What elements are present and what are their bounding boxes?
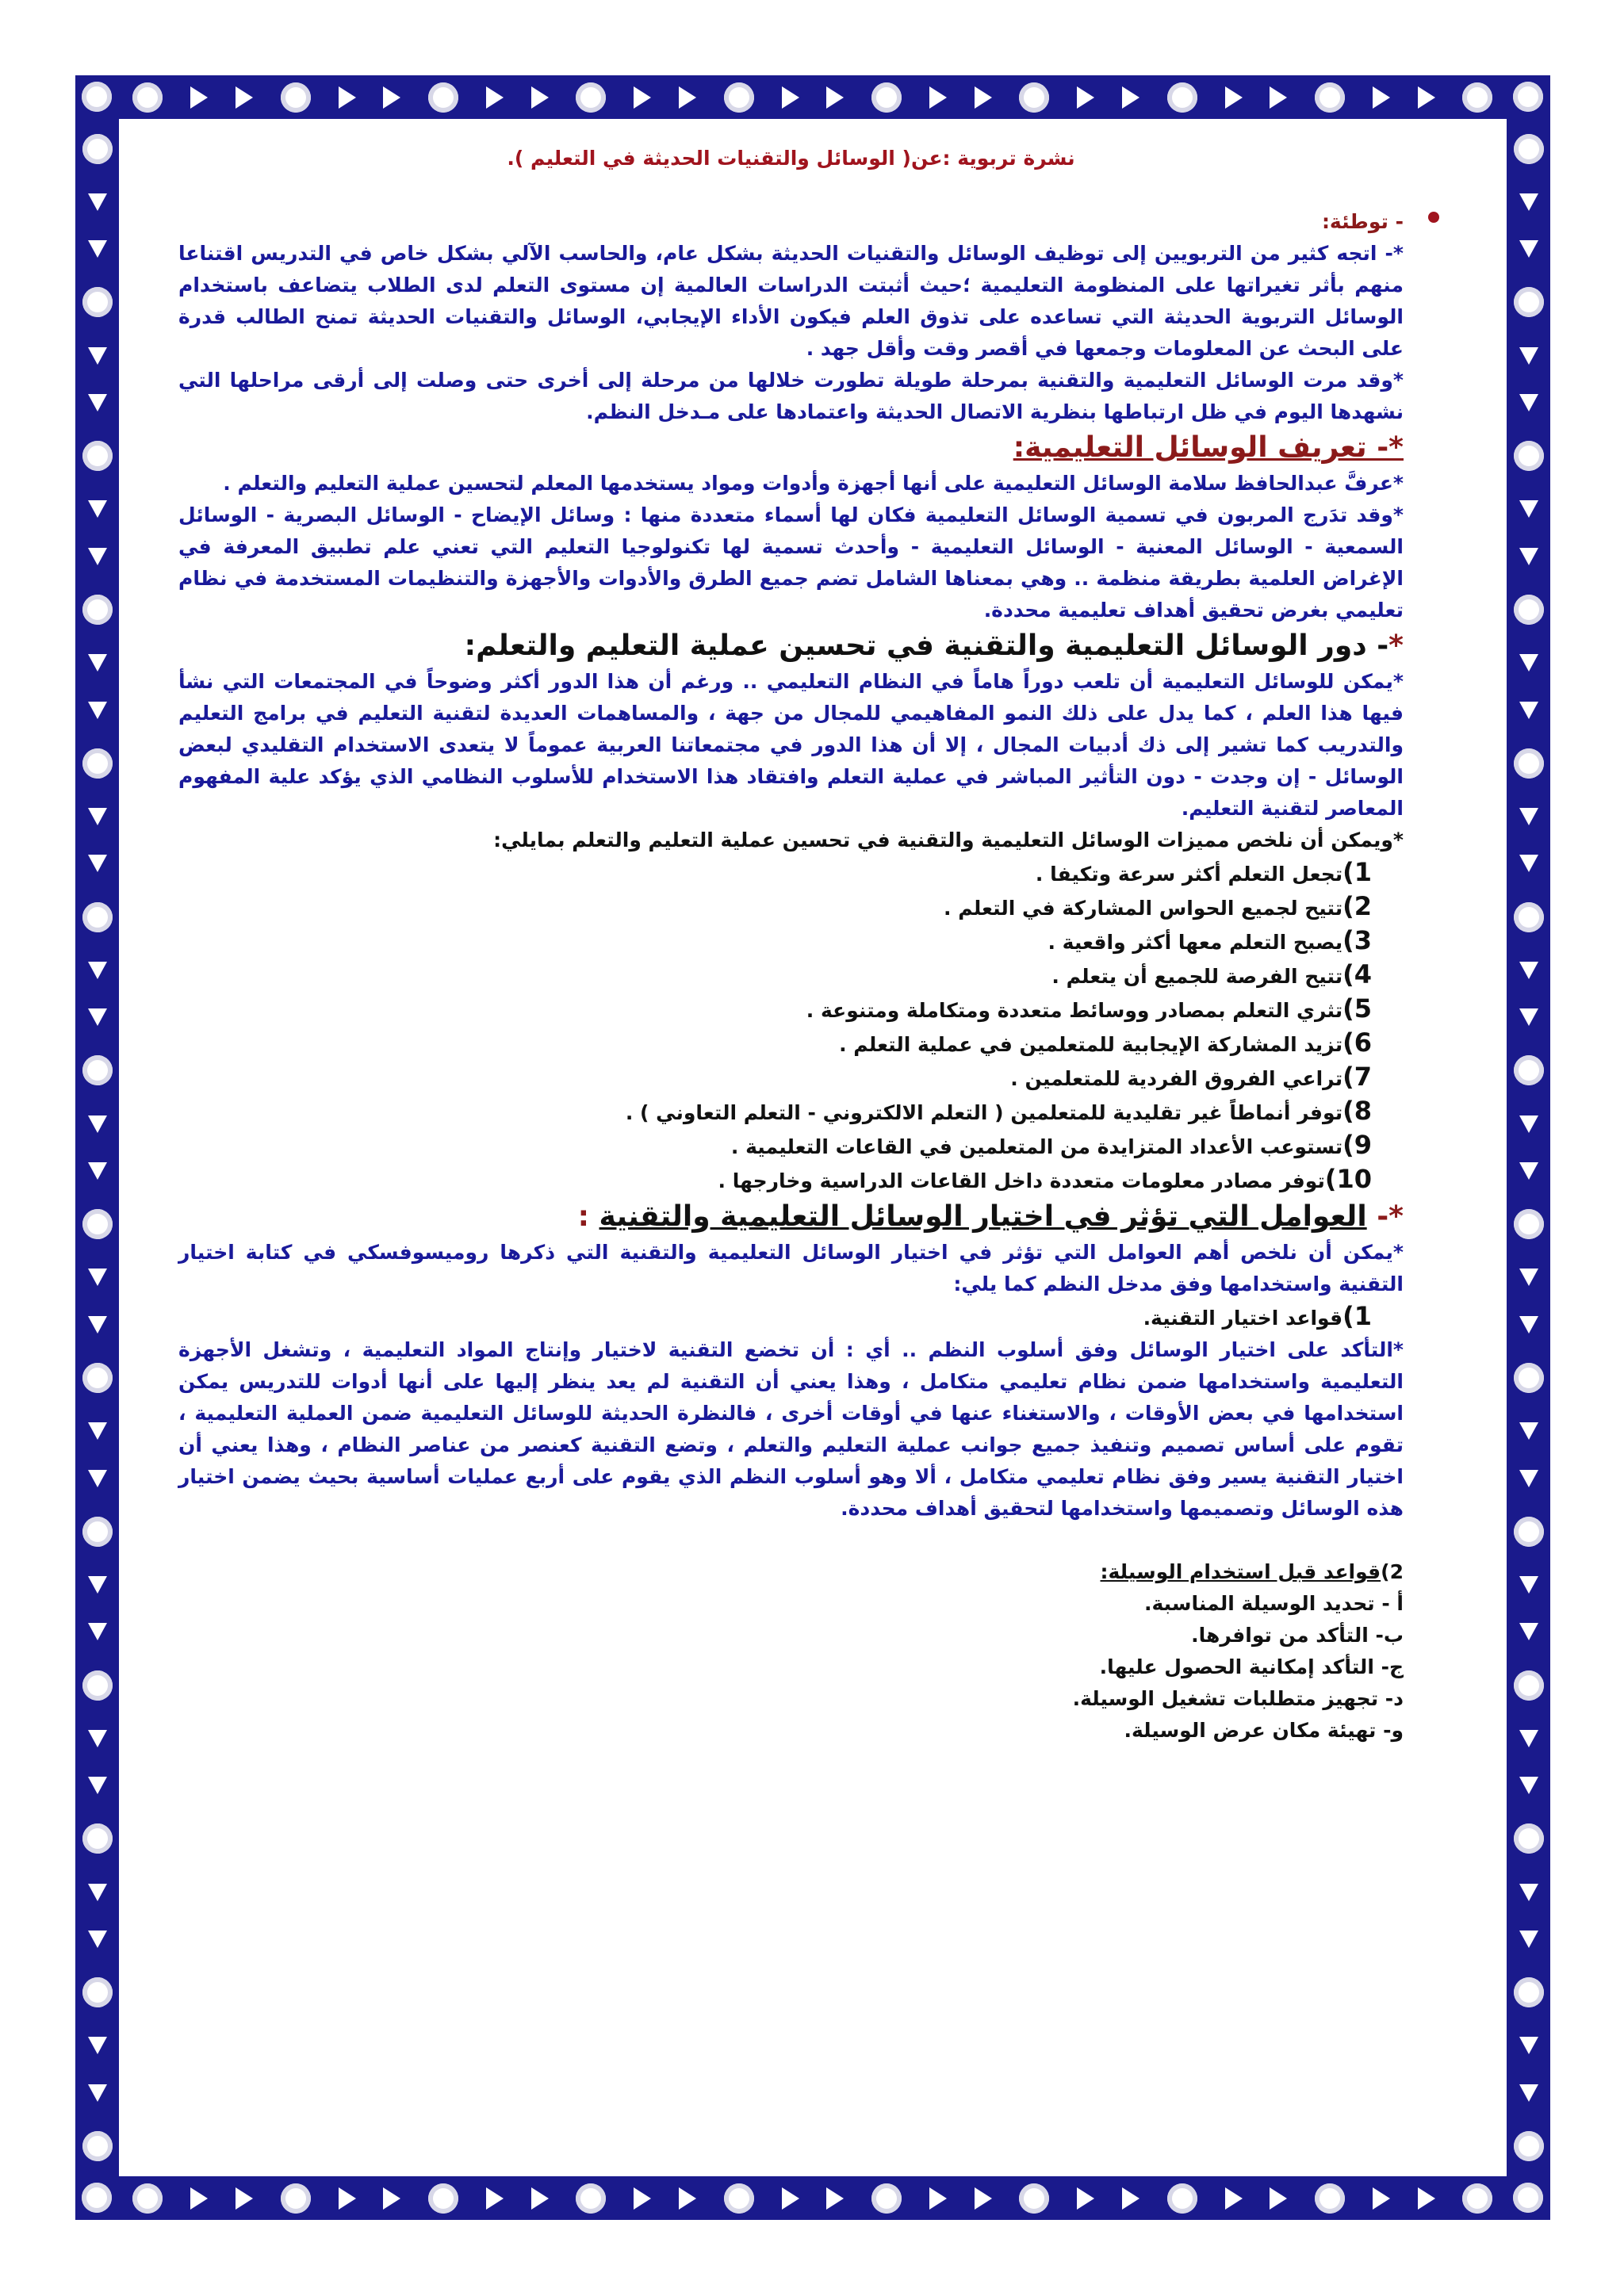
border-arrow-icon xyxy=(88,1777,107,1794)
advantages-list xyxy=(178,856,1404,1197)
rule1-number: 1) xyxy=(1342,1301,1372,1331)
border-flower-icon xyxy=(1514,1670,1544,1701)
border-arrow-icon xyxy=(1122,86,1139,109)
border-arrow-icon xyxy=(1077,2187,1094,2210)
role-heading-star: * xyxy=(1388,629,1404,662)
corner-flower-icon xyxy=(75,2176,119,2220)
role-paragraph-2: *ويمكن أن نلخص مميزات الوسائل التعليمية والتقنية في تحسين عملية التعليم والتعلم بمايلي: xyxy=(493,828,1404,851)
spacer xyxy=(178,1525,1404,1556)
border-arrow-icon xyxy=(88,500,107,518)
border-arrow-icon xyxy=(88,1576,107,1594)
list-item-number: 9) xyxy=(1342,1130,1372,1160)
border-arrow-icon xyxy=(679,86,696,109)
border-arrow-icon xyxy=(1519,2084,1538,2102)
border-arrow-icon xyxy=(531,86,549,109)
border-arrow-icon xyxy=(88,1115,107,1133)
definition-paragraph-2: *وقد تدَرج المربون في تسمية الوسائل التعليمية فكان لها أسماء متعددة منها : وسائل الإيضاح - الوسائل البصرية - الوسائل السمعية - الوسائل المعنية - الوسائل التعليمية - وأحدث تسمية لها تكنولوجيا التعليم التي تعني علم تطبيق المعرفة في الإغراض العلمية بطريقة منظمة .. وهي بمعناها الشامل تضم جميع الطرق والأدوات والأجهزة والتنظيمات المستخدمة في نظام تعليمي بغرض تحقيق أهداف تعليمية محددة. xyxy=(178,503,1404,622)
border-arrow-icon xyxy=(88,654,107,672)
list-item-text: تزيد المشاركة الإيجابية للمتعلمين في عملية التعلم . xyxy=(839,1033,1343,1056)
border-arrow-icon xyxy=(1519,500,1538,518)
border-arrow-icon xyxy=(975,86,992,109)
border-arrow-icon xyxy=(88,1623,107,1640)
border-flower-icon xyxy=(1019,82,1049,113)
border-flower-icon xyxy=(1019,2183,1049,2214)
border-arrow-icon xyxy=(88,1884,107,1901)
role-heading-text: - دور الوسائل التعليمية والتقنية في تحسين عملية التعليم والتعلم: xyxy=(464,629,1389,662)
page-title: نشرة تربوية :عن( الوسائل والتقنيات الحديثة في التعليم ). xyxy=(507,147,1075,170)
border-flower-icon xyxy=(1167,82,1197,113)
intro-heading: - توطئة: xyxy=(1321,210,1404,233)
rule2-list-item: د- تجهيز متطلبات تشغيل الوسيلة. xyxy=(1072,1687,1404,1710)
border-arrow-icon xyxy=(1519,654,1538,672)
list-item-text: تتيح الفرصة للجميع أن يتعلم . xyxy=(1051,965,1343,988)
list-item xyxy=(178,856,1372,890)
rule1-paragraph: *التأكد على اختيار الوسائل وفق أسلوب النظم .. أي : أن تخضع التقنية لاختيار وإنتاج المواد التعليمية ، وتشغل الأجهزة التعليمية واستخدامها ضمن نظام تعليمي متكامل ، وهذا يعني أن التقنية لم يعد ينظر إليها على أنها أدوات للتدريس يمكن استخدامها في بعض الأوقات ، والاستغناء عنها في أوقات أخرى ، فالنظرة الحديثة للوسائل التعليمية ضمن العملية التعليمية ، تقوم على أساس تصميم وتنفيذ جميع جوانب عملية التعليم والتعلم ، وتضع التقنية كعنصر من عناصر النظام ، وهذا يعني أن اختيار التقنية يسير وفق نظام تعليمي متكامل ، ألا وهو أسلوب النظم الذي يقوم على أربع عمليات أساسية بحيث يضمن اختيار هذه الوسائل وتصميمها واستخدامها لتحقيق أهداف محددة. xyxy=(178,1338,1404,1520)
border-arrow-icon xyxy=(88,855,107,872)
border-flower-icon xyxy=(1315,82,1345,113)
list-item-text: يصبح التعلم معها أكثر واقعية . xyxy=(1048,931,1343,954)
border-arrow-icon xyxy=(1225,86,1243,109)
border-flower-icon xyxy=(576,2183,606,2214)
border-arrow-icon xyxy=(1519,2037,1538,2054)
border-flower-icon xyxy=(82,1209,113,1239)
list-item-number: 7) xyxy=(1342,1062,1372,1092)
rule2-title xyxy=(178,1556,1404,1588)
border-arrow-icon xyxy=(236,86,253,109)
list-item xyxy=(178,890,1372,924)
border-arrow-icon xyxy=(1077,86,1094,109)
border-flower-icon xyxy=(1514,1823,1544,1854)
border-arrow-icon xyxy=(88,1269,107,1286)
border-flower-icon xyxy=(132,82,163,113)
border-arrow-icon xyxy=(531,2187,549,2210)
factors-heading-text: العوامل التي تؤثر في اختيار الوسائل التعليمية والتقنية xyxy=(599,1200,1367,1233)
intro-paragraph-2: *وقد مرت الوسائل التعليمية والتقنية بمرحلة طويلة تطورت خلالها من مرحلة إلى أخرى حتى وصلت إلى أرقى مراحلها التي نشهدها اليوم في ظل ارتباطها بنظرية الاتصال الحديثة واعتمادها على مـدخل النظم. xyxy=(178,369,1404,423)
border-arrow-icon xyxy=(88,962,107,979)
border-arrow-icon xyxy=(1270,86,1287,109)
border-flower-icon xyxy=(1514,902,1544,932)
border-arrow-icon xyxy=(1519,1316,1538,1334)
border-flower-icon xyxy=(724,2183,754,2214)
corner-flower-icon xyxy=(75,75,119,119)
border-arrow-icon xyxy=(1519,962,1538,979)
border-arrow-icon xyxy=(383,86,400,109)
border-arrow-icon xyxy=(1418,86,1435,109)
border-arrow-icon xyxy=(1519,1470,1538,1487)
rule2-list-item: ج- التأكد إمكانية الحصول عليها. xyxy=(1099,1655,1404,1678)
border-flower-icon xyxy=(428,2183,458,2214)
border-arrow-icon xyxy=(190,2187,208,2210)
list-item xyxy=(178,1027,1372,1061)
border-arrow-icon xyxy=(1519,548,1538,565)
border-arrow-icon xyxy=(634,86,651,109)
border-arrow-icon xyxy=(679,2187,696,2210)
list-item xyxy=(178,1129,1372,1163)
list-item xyxy=(178,959,1372,993)
bullet-icon xyxy=(1428,212,1439,223)
border-flower-icon xyxy=(1514,1209,1544,1239)
border-arrow-icon xyxy=(88,1162,107,1180)
border-flower-icon xyxy=(82,1977,113,2007)
border-arrow-icon xyxy=(1519,1931,1538,1948)
border-flower-icon xyxy=(1514,595,1544,625)
border-arrow-icon xyxy=(1373,2187,1390,2210)
list-item-text: توفر مصادر معلومات متعددة داخل القاعات الدراسية وخارجها . xyxy=(718,1169,1325,1192)
list-item-number: 10) xyxy=(1324,1164,1372,1194)
border-arrow-icon xyxy=(1519,1162,1538,1180)
rule2-list-item: و- تهيئة مكان عرض الوسيلة. xyxy=(1124,1719,1404,1742)
border-arrow-icon xyxy=(1519,1269,1538,1286)
border-arrow-icon xyxy=(486,2187,504,2210)
border-arrow-icon xyxy=(1225,2187,1243,2210)
border-arrow-icon xyxy=(1519,394,1538,411)
list-item-number: 5) xyxy=(1342,993,1372,1024)
border-flower-icon xyxy=(82,1055,113,1085)
border-arrow-icon xyxy=(1519,1008,1538,1026)
list-item-number: 4) xyxy=(1342,959,1372,989)
border-flower-icon xyxy=(1462,82,1492,113)
border-flower-icon xyxy=(82,1363,113,1393)
border-flower-icon xyxy=(1514,287,1544,317)
list-item-number: 6) xyxy=(1342,1027,1372,1058)
border-flower-icon xyxy=(82,748,113,779)
border-arrow-icon xyxy=(88,394,107,411)
border-flower-icon xyxy=(1514,1363,1544,1393)
border-flower-icon xyxy=(871,2183,902,2214)
border-flower-icon xyxy=(82,2131,113,2161)
rule1-title-text: قواعد اختيار التقنية. xyxy=(1143,1307,1343,1330)
factors-heading-colon: : xyxy=(577,1200,589,1233)
list-item xyxy=(178,993,1372,1027)
border-flower-icon xyxy=(724,82,754,113)
border-flower-icon xyxy=(281,2183,311,2214)
border-arrow-icon xyxy=(88,1470,107,1487)
border-flower-icon xyxy=(1514,1517,1544,1547)
border-flower-icon xyxy=(1514,1055,1544,1085)
list-item xyxy=(178,1163,1372,1197)
border-arrow-icon xyxy=(339,2187,356,2210)
border-arrow-icon xyxy=(1270,2187,1287,2210)
definition-heading: *- تعريف الوسائل التعليمية: xyxy=(1013,431,1404,464)
border-flower-icon xyxy=(1514,1977,1544,2007)
list-item-text: تستوعب الأعداد المتزايدة من المتعلمين في القاعات التعليمية . xyxy=(730,1135,1343,1158)
border-arrow-icon xyxy=(782,86,799,109)
definition-paragraph-1: *عرفَّ عبدالحافظ سلامة الوسائل التعليمية على أنها أجهزة وأدوات ومواد يستخدمها المعلم لتحسين عملية التعليم والتعلم . xyxy=(223,472,1404,495)
border-arrow-icon xyxy=(1519,1730,1538,1747)
list-item xyxy=(178,1095,1372,1129)
border-arrow-icon xyxy=(1519,1576,1538,1594)
corner-flower-icon xyxy=(1507,2176,1550,2220)
border-left-band xyxy=(75,119,119,2176)
border-flower-icon xyxy=(82,134,113,164)
border-flower-icon xyxy=(428,82,458,113)
border-flower-icon xyxy=(132,2183,163,2214)
border-flower-icon xyxy=(82,595,113,625)
rule2-list-item: ب- التأكد من توافرها. xyxy=(1191,1624,1404,1647)
border-arrow-icon xyxy=(339,86,356,109)
border-arrow-icon xyxy=(383,2187,400,2210)
border-arrow-icon xyxy=(1373,86,1390,109)
border-arrow-icon xyxy=(929,86,947,109)
border-arrow-icon xyxy=(88,1931,107,1948)
border-arrow-icon xyxy=(236,2187,253,2210)
border-arrow-icon xyxy=(1418,2187,1435,2210)
border-arrow-icon xyxy=(88,240,107,258)
border-right-band xyxy=(1507,119,1550,2176)
list-item-number: 1) xyxy=(1342,857,1372,887)
border-arrow-icon xyxy=(88,2084,107,2102)
border-flower-icon xyxy=(82,902,113,932)
rule2-title-text: قواعد قبل استخدام الوسيلة: xyxy=(1100,1560,1381,1583)
border-arrow-icon xyxy=(88,2037,107,2054)
intro-paragraph-1: *- اتجه كثير من التربويين إلى توظيف الوسائل والتقنيات الحديثة بشكل عام، والحاسب الآلي بشكل خاص في التدريس اقتناعا منهم بأثر تغيراتها على المنظومة التعليمية ؛حيث أثبتت الدراسات العالمية إن مستوى التعلم لدى الطلاب يتضاعف باستخدام الوسائل التربوية الحديثة التي تساعده على تذوق العلم فيكون الأداء الإيجابي، الوسائل والتقنيات الحديثة تمنح الطالب قدرة على البحث عن المعلومات وجمعها في أقصر وقت وأقل جهد . xyxy=(178,242,1404,360)
border-arrow-icon xyxy=(1519,347,1538,365)
border-top-band xyxy=(119,75,1507,119)
border-arrow-icon xyxy=(88,1316,107,1334)
border-flower-icon xyxy=(1514,441,1544,471)
border-flower-icon xyxy=(1462,2183,1492,2214)
intro-section xyxy=(178,206,1404,428)
border-flower-icon xyxy=(281,82,311,113)
list-item-text: تثري التعلم بمصادر ووسائط متعددة ومتكاملة ومتنوعة . xyxy=(806,999,1343,1022)
rule2-list-item: أ - تحديد الوسيلة المناسبة. xyxy=(1144,1592,1404,1615)
border-arrow-icon xyxy=(1519,702,1538,719)
border-arrow-icon xyxy=(88,1008,107,1026)
border-arrow-icon xyxy=(826,86,844,109)
border-arrow-icon xyxy=(1519,1623,1538,1640)
border-arrow-icon xyxy=(1519,1777,1538,1794)
border-arrow-icon xyxy=(782,2187,799,2210)
list-item-number: 8) xyxy=(1342,1096,1372,1126)
border-arrow-icon xyxy=(1519,855,1538,872)
document-body xyxy=(178,143,1404,1747)
border-arrow-icon xyxy=(88,347,107,365)
rule2-number: 2) xyxy=(1381,1560,1404,1583)
list-item-text: تتيح لجميع الحواس المشاركة في التعلم . xyxy=(944,897,1343,920)
role-heading xyxy=(178,626,1404,666)
list-item-text: تراعي الفروق الفردية للمتعلمين . xyxy=(1010,1067,1343,1090)
border-arrow-icon xyxy=(1122,2187,1139,2210)
border-flower-icon xyxy=(82,1823,113,1854)
border-arrow-icon xyxy=(88,808,107,825)
border-flower-icon xyxy=(1514,748,1544,779)
list-item xyxy=(178,924,1372,959)
role-paragraph-1: *يمكن للوسائل التعليمية أن تلعب دوراً هاماً في النظام التعليمي .. ورغم أن هذا الدور أكثر وضوحاً في المجتمعات التي نشأ فيها هذا العلم ، كما يدل على ذلك النمو المفاهيمي للمجال من جهة ، والمساهمات العديدة لتقنية التعليم في برامج التعليم والتدريب كما تشير إلى ذك أدبيات المجال ، إلا أن هذا الدور في مجتمعاتنا العربية عموماً لا يتعدى الاستخدام التقليدي لبعض الوسائل - إن وجدت - دون التأثير المباشر في عملية التعلم وافتقاد هذا الاستخدام للأسلوب النظامي الذي يؤكد علية المفهوم المعاصر لتقنية التعليم. xyxy=(178,670,1404,820)
list-item-text: توفر أنماطاً غير تقليدية للمتعلمين ( التعلم الالكتروني - التعلم التعاوني ) . xyxy=(625,1101,1343,1124)
list-item-number: 3) xyxy=(1342,925,1372,955)
border-arrow-icon xyxy=(1519,808,1538,825)
corner-flower-icon xyxy=(1507,75,1550,119)
border-arrow-icon xyxy=(88,193,107,211)
border-arrow-icon xyxy=(1519,240,1538,258)
list-item-text: تجعل التعلم أكثر سرعة وتكيفا . xyxy=(1035,863,1343,886)
border-arrow-icon xyxy=(88,548,107,565)
border-flower-icon xyxy=(82,1517,113,1547)
border-flower-icon xyxy=(82,1670,113,1701)
border-flower-icon xyxy=(1167,2183,1197,2214)
border-arrow-icon xyxy=(88,1422,107,1440)
list-item-number: 2) xyxy=(1342,891,1372,921)
list-item xyxy=(178,1061,1372,1095)
border-arrow-icon xyxy=(1519,1884,1538,1901)
border-arrow-icon xyxy=(634,2187,651,2210)
factors-heading-star: *- xyxy=(1377,1200,1404,1233)
border-arrow-icon xyxy=(1519,193,1538,211)
border-arrow-icon xyxy=(1519,1422,1538,1440)
border-arrow-icon xyxy=(190,86,208,109)
border-arrow-icon xyxy=(826,2187,844,2210)
rule1-title xyxy=(178,1300,1404,1334)
rule2-list xyxy=(178,1588,1404,1747)
border-arrow-icon xyxy=(975,2187,992,2210)
border-arrow-icon xyxy=(88,1730,107,1747)
factors-paragraph-1: *يمكن أن نلخص أهم العوامل التي تؤثر في اختيار الوسائل التعليمية والتقنية التي ذكرها روميسوفسكي في كتابة اختيار التقنية واستخدامها وفق مدخل النظم كما يلي: xyxy=(178,1241,1404,1295)
border-flower-icon xyxy=(871,82,902,113)
border-flower-icon xyxy=(1514,134,1544,164)
border-flower-icon xyxy=(1514,2131,1544,2161)
border-arrow-icon xyxy=(486,86,504,109)
border-flower-icon xyxy=(82,287,113,317)
border-flower-icon xyxy=(576,82,606,113)
factors-heading xyxy=(178,1197,1404,1237)
border-arrow-icon xyxy=(1519,1115,1538,1133)
border-flower-icon xyxy=(1315,2183,1345,2214)
border-arrow-icon xyxy=(88,702,107,719)
border-bottom-band xyxy=(119,2176,1507,2220)
border-arrow-icon xyxy=(929,2187,947,2210)
border-flower-icon xyxy=(82,441,113,471)
